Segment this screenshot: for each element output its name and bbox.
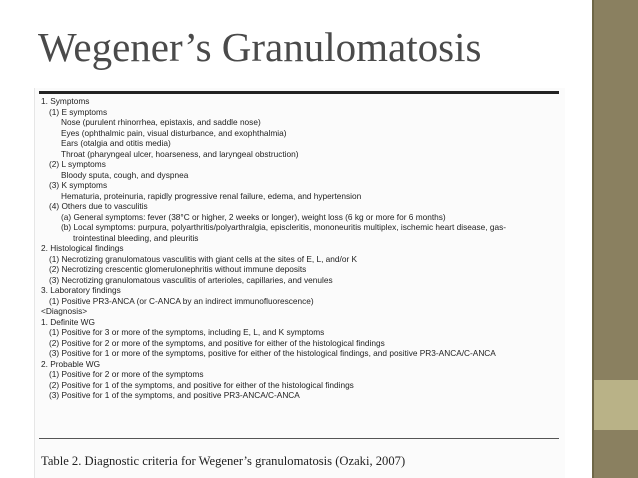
criteria-row: 1. Symptoms [41, 96, 90, 106]
criteria-row: (1) E symptoms [49, 106, 108, 117]
criteria-row: (a) General symptoms: fever (38°C or higher, 2 weeks or longer), weight loss (6 kg or more for 6 months) [61, 211, 446, 222]
criteria-row: (1) Positive for 2 or more of the symptoms [49, 369, 204, 379]
criteria-row: Bloody sputa, cough, and dyspnea [61, 169, 189, 180]
criteria-row: 1. Definite WG [41, 316, 95, 327]
side-panel-top [592, 0, 638, 380]
criteria-table-image [34, 88, 565, 478]
slide-title: Wegener’s Granulomatosis [38, 24, 482, 70]
criteria-row: (2) Positive for 2 or more of the symptoms, and positive for either of the histological findings [49, 337, 385, 348]
criteria-row: (3) K symptoms [49, 180, 108, 190]
criteria-row: (3) Positive for 1 or more of the symptoms, positive for either of the histological findings, and positive PR3-ANCA/C-ANCA [49, 348, 496, 358]
table-top-rule [39, 91, 559, 94]
side-panel-bottom [592, 430, 638, 478]
criteria-row: Hematuria, proteinuria, rapidly progressive renal failure, edema, and hypertension [61, 190, 362, 201]
criteria-row: (b) Local symptoms: purpura, polyarthritis/polyarthralgia, episcleritis, mononeuritis multiplex, ischemic heart disease, gas- [61, 222, 506, 232]
criteria-row: 2. Histological findings [41, 243, 124, 253]
criteria-row: (4) Others due to vasculitis [49, 201, 148, 211]
criteria-row: (1) Necrotizing granulomatous vasculitis with giant cells at the sites of E, L, and/or K [49, 253, 358, 264]
side-panel-edge [592, 0, 594, 478]
criteria-row: (1) Positive PR3-ANCA (or C-ANCA by an indirect immunofluorescence) [49, 295, 314, 306]
side-panel-accent [592, 380, 638, 430]
criteria-row: (3) Positive for 1 of the symptoms, and positive PR3-ANCA/C-ANCA [49, 390, 300, 400]
criteria-row: (3) Necrotizing granulomatous vasculitis of arterioles, capillaries, and venules [49, 274, 333, 285]
table-bottom-rule [39, 438, 559, 439]
criteria-row: (1) Positive for 3 or more of the symptoms, including E, L, and K symptoms [49, 327, 325, 337]
criteria-row: (2) L symptoms [49, 159, 106, 169]
criteria-row: (2) Positive for 1 of the symptoms, and positive for either of the histological findings [49, 379, 354, 390]
table-caption: Table 2. Diagnostic criteria for Wegener’s granulomatosis (Ozaki, 2007) [41, 454, 406, 468]
criteria-row: <Diagnosis> [41, 306, 88, 316]
criteria-row: Ears (otalgia and otitis media) [61, 138, 171, 148]
criteria-row: trointestinal bleeding, and pleuritis [73, 232, 199, 243]
criteria-row: 2. Probable WG [41, 358, 101, 369]
criteria-row: (2) Necrotizing crescentic glomerulonephritis without immune deposits [49, 264, 307, 274]
criteria-row: Eyes (ophthalmic pain, visual disturbance, and exophthalmia) [61, 127, 287, 138]
criteria-row: Throat (pharyngeal ulcer, hoarseness, and laryngeal obstruction) [61, 148, 299, 159]
criteria-row: Nose (purulent rhinorrhea, epistaxis, and saddle nose) [61, 117, 261, 127]
criteria-list [41, 96, 561, 401]
criteria-row: 3. Laboratory findings [41, 285, 121, 295]
